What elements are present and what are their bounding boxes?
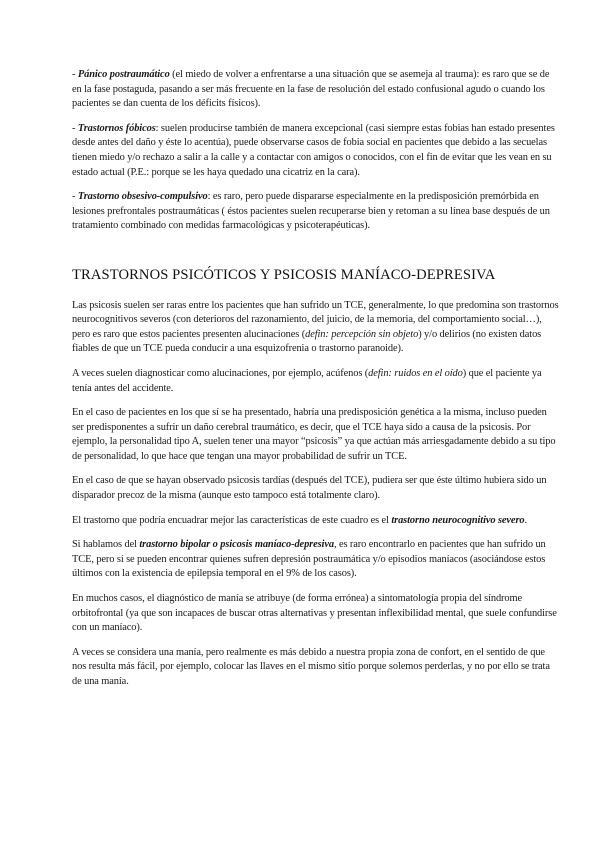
paragraph-tinnitus: A veces suelen diagnosticar como alucinaciones, por ejemplo, acúfenos (defin: ruidos en el oído) que el paciente ya tenía antes del accidente. [72, 367, 542, 394]
paragraph-bipolar: Si hablamos del trastorno bipolar o psicosis maníaco-depresiva, es raro encontrarlo en pacientes que han sufrido un TCE, pero sí se pueden encontrar quienes sufren depresión postraumática y/o episodios maníacos (asociándose estos últimos con la existencia de epilepsia temporal en el 9% de los casos). [72, 539, 546, 580]
list-item-ocd [72, 190, 559, 234]
definition-tinnitus: defin: ruidos en el oído [368, 367, 463, 379]
term-neurocognitive: trastorno neurocognitivo severo [391, 514, 525, 526]
definition-hallucination: defin: percepción sin objeto [305, 328, 419, 340]
paragraph-predisposition: En el caso de pacientes en los que sí se ha presentado, habría una predisposición genética a la misma, incluso pueden ser predisponentes a sufrir un daño cerebral traumático, es decir, que el TCE haya sido a causa de la psicosis. Por ejemplo, la personalidad tipo A, suelen tener una mayor “psicosis” ya que actúan más arriesgadamente debido a su tipo de personalidad, lo que hace que tengan una mayor probabilidad de sufrir un TCE. [72, 407, 556, 462]
paragraph-mania-diagnosis: En muchos casos, el diagnóstico de manía se atribuye (de forma errónea) a sintomatología propia del síndrome orbitofrontal (ya que son incapaces de buscar otras alternativas y presentan inflexibilidad mental, que suele confundirse con un maníaco). [72, 593, 557, 634]
term-ocd: Trastorno obsesivo-compulsivo [77, 191, 208, 203]
paragraph-comfort-zone: A veces se considera una manía, pero realmente es más debido a nuestra propia zona de confort, en el sentido de que nos resulta más fácil, por ejemplo, colocar las llaves en el mismo sitio porque solemos perderlas, y no por ello se trata de una manía. [72, 646, 550, 687]
term-description: (el miedo de volver a enfrentarse a una situación que se asemeja al trauma): es raro que se de en la fase postaguda, pasando a ser más frecuente en la fase de resolución del estado confusional agudo o cuando los pacientes se dan cuenta de los déficits físicos). [72, 69, 550, 110]
list-item-panic [72, 68, 559, 112]
list-dash: - [72, 191, 78, 203]
paragraph-neurocognitive: El trastorno que podría encuadrar mejor las características de este cuadro es el trastorno neurocognitivo severo. [72, 514, 527, 526]
term-bipolar: trastorno bipolar o psicosis maníaco-depresiva [139, 539, 334, 551]
list-item-phobic [72, 122, 559, 180]
section-heading: TRASTORNOS PSICÓTICOS Y PSICOSIS MANÍACO-DEPRESIVA [72, 266, 496, 283]
term-description: : es raro, pero puede dispararse especialmente en la predisposición premórbida en lesiones prefrontales postraumáticas ( éstos pacientes suelen recuperarse bien y retoman a su línea base después de un tratamiento combinado con medidas farmacológicas y psicoterapéuticas). [72, 191, 550, 232]
paragraph-late-psychosis: En el caso de que se hayan observado psicosis tardías (después del TCE), pudiera ser que éste último hubiera sido un disparador precoz de la misma (aunque esto tampoco está totalmente claro). [72, 475, 547, 502]
list-dash: - [72, 69, 78, 80]
list-dash: - [72, 122, 78, 134]
term-description: : suelen producirse también de manera excepcional (casi siempre estas fobias han estado presentes desde antes del daño y éste lo acentúa), puede observarse casos de fobia social en pacientes que debido a las secuelas tienen miedo y/o rechazo a salir a la calle y a contactar con amigos o conocidos, con el fin de evitar que les vean en su estado actual (P.E.: porque se les haya quedado una cicatriz en la cara). [72, 122, 555, 178]
term-panic: Pánico postraumático [77, 69, 170, 80]
paragraph-psychosis-intro: Las psicosis suelen ser raras entre los pacientes que han sufrido un TCE, generalmente, lo que predomina son trastornos neurocognitivos severos (con deterioros del razonamiento, del juicio, de la memoria, del comportamiento social…), pero es raro que estos pacientes presenten alucinaciones (defin: percepción sin objeto) y/o delirios (no existen datos fiables de que un TCE pueda conducir a una esquizofrenia o trastorno paranoide). [72, 299, 559, 355]
term-phobic: Trastornos fóbicos [77, 122, 156, 134]
document-page [72, 68, 559, 700]
